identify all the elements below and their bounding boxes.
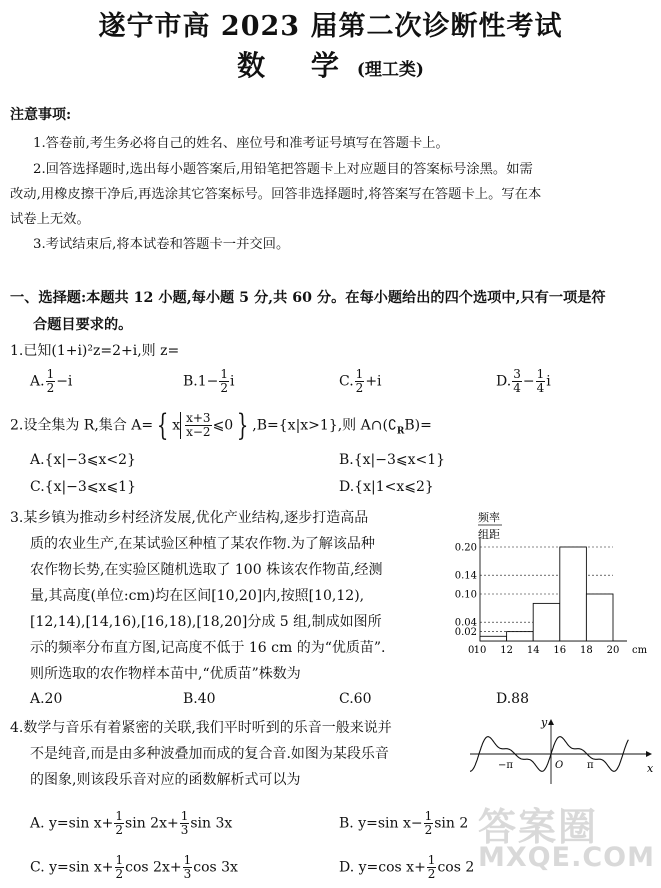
question-1-stem: 1.已知(1+i)²z=2+i,则 z= bbox=[10, 343, 180, 359]
q4-option-a: A. y=sin x+ $\frac{1}{2}$ sin 2x+ $\frac{1}{3}$ sin 3x bbox=[30, 809, 233, 837]
watermark-logo-text: 答案圈 bbox=[478, 805, 599, 849]
histogram-bar bbox=[480, 636, 507, 641]
histogram-origin: 0 bbox=[468, 645, 475, 656]
notice-item-2: 2.回答选择题时,选出每小题答案后,用铅笔把答题卡上对应题目的答案标号涂黑。如需 bbox=[33, 162, 533, 177]
question-3-line-1: 3.某乡镇为推动乡村经济发展,优化产业结构,逐步打造高品 bbox=[10, 510, 369, 526]
q3-option-d: D.88 bbox=[496, 691, 529, 707]
y-axis-arrow-icon bbox=[548, 719, 554, 725]
frequency-histogram bbox=[434, 506, 656, 660]
question-3-line-2: 质的农业生产,在某试验区种植了某农作物.为了解该品种 bbox=[30, 536, 375, 552]
question-4-line-2: 不是纯音,而是由多种波叠加而成的复合音.如图为某段乐音 bbox=[30, 746, 389, 762]
histogram-ylabel-bottom: 组距 bbox=[478, 528, 500, 541]
histogram-ytick-label: 0.10 bbox=[454, 589, 477, 601]
histogram-ytick-label: 0.04 bbox=[454, 617, 477, 629]
histogram-bar bbox=[507, 632, 534, 641]
subject-type: (理工类) bbox=[356, 60, 424, 80]
wave-y-label: y bbox=[541, 716, 548, 729]
watermark-url: MXQE.COM bbox=[478, 842, 655, 873]
wave-origin: O bbox=[555, 760, 564, 771]
question-4-line-1: 4.数学与音乐有着紧密的关联,我们平时听到的乐音一般来说并 bbox=[10, 720, 392, 736]
wave-x-label: x bbox=[647, 762, 654, 775]
wave-neg-pi: −π bbox=[498, 760, 513, 771]
q1-option-a: A. $\frac{1}{2}$ −i bbox=[30, 367, 73, 395]
histogram-xtick-label: 12 bbox=[500, 645, 513, 656]
histogram-bar bbox=[533, 603, 560, 641]
q3-option-a: A.20 bbox=[30, 691, 63, 707]
histogram-ytick-label: 0.02 bbox=[454, 627, 477, 639]
q3-option-b: B.40 bbox=[183, 691, 216, 707]
notice-item-1: 1.答卷前,考生务必将自己的姓名、座位号和准考证号填写在答题卡上。 bbox=[33, 136, 449, 151]
histogram-ylabel-top: 频率 bbox=[478, 511, 500, 524]
question-3-line-5: [12,14),[14,16),[16,18),[18,20]分成 5 组,制成如图所 bbox=[30, 614, 382, 630]
notice-heading: 注意事项: bbox=[10, 107, 72, 123]
exam-subject bbox=[0, 44, 661, 84]
histogram-ytick-label: 0.20 bbox=[454, 542, 477, 554]
section-heading: 一、选择题:本题共 12 小题,每小题 5 分,共 60 分。在每小题给出的四个选项中,只有一项是符 bbox=[10, 290, 606, 306]
histogram-xtick-label: 14 bbox=[526, 645, 540, 656]
q1-option-c: C. $\frac{1}{2}$ +i bbox=[339, 367, 382, 395]
q2-option-b: B.{x|−3⩽x<1} bbox=[339, 452, 446, 468]
histogram-xtick-label: 16 bbox=[553, 645, 567, 656]
notice-item-3: 3.考试结束后,将本试卷和答题卡一并交回。 bbox=[33, 237, 290, 252]
wave-pi: π bbox=[587, 760, 594, 771]
subject-name: 数 学 bbox=[237, 49, 357, 82]
notice-item-2-cont: 改动,用橡皮擦干净后,再选涂其它答案标号。回答非选择题时,将答案写在答题卡上。写在本 bbox=[10, 187, 542, 202]
histogram-bar bbox=[586, 594, 613, 641]
q4-option-b: B. y=sin x− $\frac{1}{2}$ sin 2 bbox=[339, 809, 469, 837]
question-2-stem: 2.设全集为 R,集合 A= { x $\frac{x+3}{x-2}$ ⩽0 } ,B={x|x>1},则 $A\cap(∁_RB)=$ bbox=[10, 407, 432, 443]
question-4-line-3: 的图象,则该段乐音对应的函数解析式可以为 bbox=[30, 772, 301, 788]
histogram-xtick-label: 20 bbox=[606, 645, 620, 656]
question-3-line-7: 则所选取的农作物样本苗中,“优质苗”株数为 bbox=[30, 666, 301, 682]
q2-option-c: C.{x|−3⩽x⩽1} bbox=[30, 479, 136, 495]
q2-option-d: D.{x|1<x⩽2} bbox=[339, 479, 434, 495]
x-axis-arrow-icon bbox=[646, 751, 652, 757]
histogram-plot bbox=[455, 538, 627, 656]
histogram-ytick-label: 0.14 bbox=[454, 570, 477, 582]
section-heading-cont: 合题目要求的。 bbox=[33, 317, 133, 333]
exam-title: 遂宁市高 2023 届第二次诊断性考试 bbox=[98, 11, 563, 42]
notice-item-2-cont2: 试卷上无效。 bbox=[10, 212, 90, 227]
question-3-line-3: 农作物长势,在实验区随机选取了 100 株该农作物苗,经测 bbox=[30, 562, 383, 578]
question-3-line-6: 示的频率分布直方图,记高度不低于 16 cm 的为“优质苗”. bbox=[30, 640, 386, 656]
q1-option-b: B.1− $\frac{1}{2}$ i bbox=[183, 367, 235, 395]
histogram-xtick-label: 18 bbox=[580, 645, 593, 656]
q2-option-a: A.{x|−3⩽x<2} bbox=[30, 452, 136, 468]
histogram-bar bbox=[560, 547, 587, 641]
music-wave-graph bbox=[466, 716, 656, 788]
q1-option-d: D. $\frac{3}{4}$ − $\frac{1}{4}$ i bbox=[496, 367, 551, 395]
q3-option-c: C.60 bbox=[339, 691, 372, 707]
histogram-xtick-label: 10 bbox=[473, 645, 487, 656]
q4-option-c: C. y=sin x+ $\frac{1}{2}$ cos 2x+ $\frac{1}{3}$ cos 3x bbox=[30, 853, 238, 881]
question-3-line-4: 量,其高度(单位:cm)均在区间[10,20]内,按照[10,12), bbox=[30, 588, 365, 604]
histogram-unit: cm bbox=[632, 645, 648, 656]
q4-option-d: D. y=cos x+ $\frac{1}{2}$ cos 2 bbox=[339, 853, 475, 881]
